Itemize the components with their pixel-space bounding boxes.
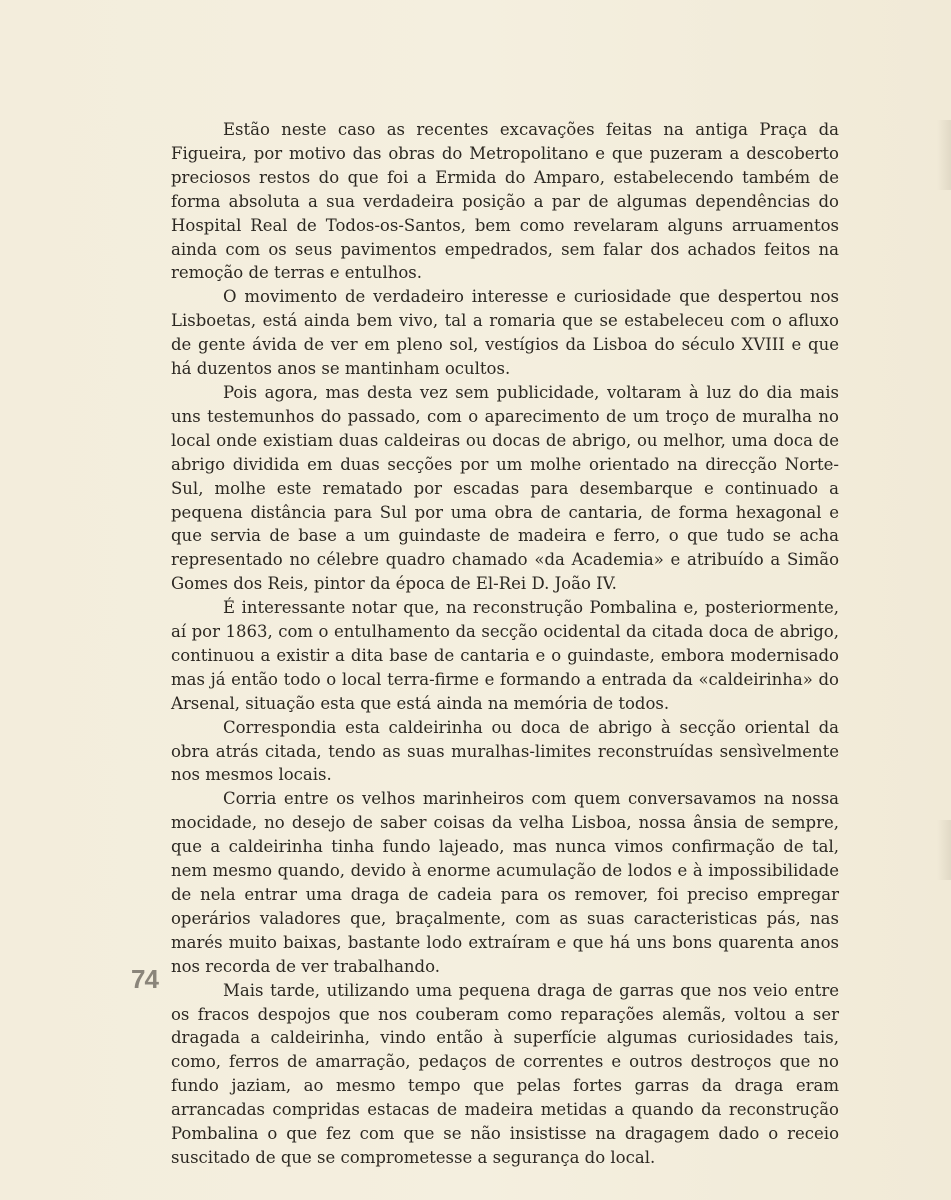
paragraph: Pois agora, mas desta vez sem publicidade, voltaram à luz do dia mais uns testemunhos do passado, com o aparecimento de um troço de muralha no local onde existiam duas caldeiras ou docas de abrigo, ou melhor, uma doca de abrigo dividida em duas secções por um molhe orientado na direcção Norte-Sul, molhe este rematado por escadas para desembarque e continuado a pequena distância para Sul por uma obra de cantaria, de forma hexagonal e que servia de base a um guindaste de madeira e ferro, o que tudo se acha representado no célebre quadro chamado «da Academia» e atribuído a Simão Gomes dos Reis, pintor da época de El-Rei D. João IV.	[171, 382, 839, 594]
paragraph: O movimento de verdadeiro interesse e curiosidade que despertou nos Lisboetas, está ainda bem vivo, tal a romaria que se estabeleceu com o afluxo de gente ávida de ver em pleno sol, vestígios da Lisboa do século XVIII e que há duzentos anos se mantinham ocultos.	[171, 287, 839, 379]
page-number: 74	[131, 964, 158, 994]
paragraph: É interessante notar que, na reconstrução Pombalina e, posteriormente, aí por 1863, com o entulhamento da secção ocidental da citada doca de abrigo, continuou a existir a dita base de cantaria e o guindaste, embora modernisado mas já então todo o local terra-firme e formando a entrada da «caldeirinha» do Arsenal, situação esta que está ainda na memória de todos.	[171, 598, 839, 713]
show-through-shadow	[937, 820, 951, 880]
body-text	[171, 118, 839, 1170]
paragraph: Mais tarde, utilizando uma pequena draga de garras que nos veio entre os fracos despojos que nos couberam como reparações alemãs, voltou a ser dragada a caldeirinha, vindo então à superfície algumas curiosidades tais, como, ferros de amarração, pedaços de correntes e outros destroços que no fundo jaziam, ao mesmo tempo que pelas fortes garras da draga eram arrancadas compridas estacas de madeira metidas a quando da reconstrução Pombalina o que fez com que se não insistisse na dragagem dado o receio suscitado de que se comprometesse a segurança do local.	[171, 980, 839, 1167]
show-through-shadow	[937, 120, 951, 190]
paragraph: Correspondia esta caldeirinha ou doca de abrigo à secção oriental da obra atrás citada, tendo as suas muralhas-limites reconstruídas sensìvelmente nos mesmos locais.	[171, 717, 839, 785]
paragraph: Estão neste caso as recentes excavações feitas na antiga Praça da Figueira, por motivo das obras do Metropolitano e que puzeram a descoberto preciosos restos do que foi a Ermida do Amparo, estabelecendo também de forma absoluta a sua verdadeira posição a par de algumas dependências do Hospital Real de Todos-os-Santos, bem como revelaram alguns arruamentos ainda com os seus pavimentos empedrados, sem falar dos achados feitos na remoção de terras e entulhos.	[171, 120, 839, 283]
paragraph: Corria entre os velhos marinheiros com quem conversavamos na nossa mocidade, no desejo de saber coisas da velha Lisboa, nossa ânsia de sempre, que a caldeirinha tinha fundo lajeado, mas nunca vimos confirmação de tal, nem mesmo quando, devido à enorme acumulação de lodos e à impossibilidade de nela entrar uma draga de cadeia para os remover, foi preciso empregar operários valadores que, braçalmente, com as suas caracteristicas pás, nas marés muito baixas, bastante lodo extraíram e que há uns bons quarenta anos nos recorda de ver trabalhando.	[171, 789, 839, 976]
